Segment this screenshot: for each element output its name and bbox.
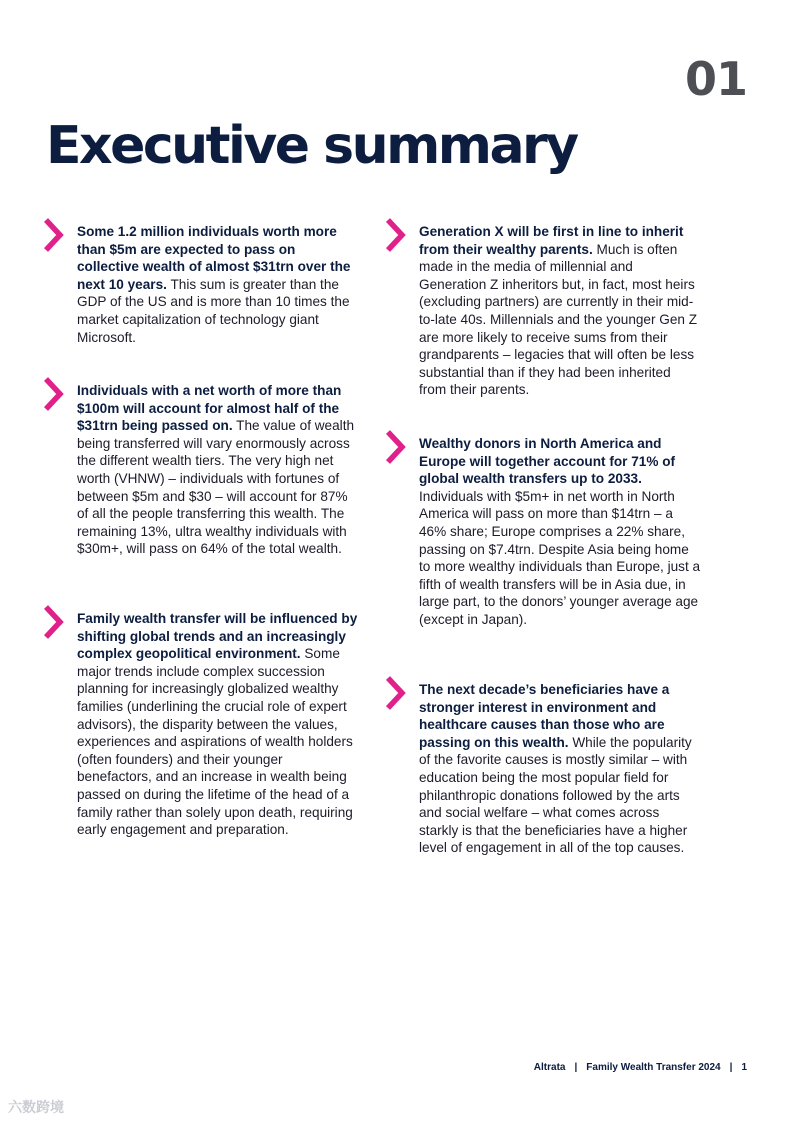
summary-text [77,382,359,558]
summary-lead: Family wealth transfer will be influenced by shifting global trends and an increasingly complex geopolitical environment. [77,611,358,662]
page-title: Executive summary [46,116,577,176]
summary-lead: The next decade’s beneficiaries have a stronger interest in environment and healthcare causes than those who are passing on this wealth. [419,682,670,750]
summary-body: Individuals with $5m+ in net worth in North America will pass on more than $14trn – a 46% share; Europe comprises a 22% share, passing on $7.4trn. Despite Asia being home to more wealthy individuals than Europe, just a fifth of wealth transfers will be in Asia due, in large part, to the donors’ younger average age (except in Japan). [419,488,701,627]
summary-text [77,610,359,839]
summary-lead: Individuals with a net worth of more than $100m will account for almost half of the $31trn being passed on. [77,383,342,434]
summary-lead: Some 1.2 million individuals worth more than $5m are expected to pass on collective wealth of almost $31trn over the next 10 years. [77,224,351,292]
summary-text [419,223,701,399]
summary-text [419,681,701,857]
chevron-right-icon [43,604,65,640]
summary-item-4 [419,223,701,399]
footer-page-number: 1 [741,1062,747,1073]
chevron-right-icon [385,217,407,253]
chevron-right-icon [385,675,407,711]
chapter-number: 01 [684,52,747,106]
chevron-right-icon [385,429,407,465]
watermark: 六数跨境 [8,1099,64,1115]
summary-item-6 [419,681,701,857]
summary-body: Much is often made in the media of millennial and Generation Z inheritors but, in fact, most heirs (excluding partners) are currently in their mid-to-late 40s. Millennials and the younger Gen Z are more likely to receive sums from their grandparents – legacies that will often be less substantial than if they had been inherited from their parents. [419,241,698,398]
summary-lead: Generation X will be first in line to inherit from their wealthy parents. [419,224,684,257]
footer-brand: Altrata [533,1062,566,1073]
chevron-right-icon [43,217,65,253]
summary-lead: Wealthy donors in North America and Europe will together account for 71% of global wealth transfers up to 2033. [419,436,676,487]
summary-item-2 [77,382,359,558]
summary-body: While the popularity of the favorite causes is mostly similar – with education being the most popular field for philanthropic donations followed by the arts and social welfare – what comes across starkly is that the beneficiaries have a higher level of engagement in all of the top causes. [419,734,692,856]
summary-item-5 [419,435,701,629]
summary-text [419,435,701,629]
summary-item-1 [77,223,359,346]
chevron-right-icon [43,376,65,412]
summary-text [77,223,359,346]
summary-body: This sum is greater than the GDP of the US and is more than 10 times the market capitalization of technology giant Microsoft. [77,276,350,345]
footer-report-title: Family Wealth Transfer 2024 [586,1062,721,1073]
summary-body: The value of wealth being transferred will vary enormously across the different wealth tiers. The very high net worth (VHNW) – individuals with fortunes of between $5m and $30 – will account for 87% of all the people transferring this wealth. The remaining 13%, ultra wealthy individuals with $30m+, will pass on 64% of the total wealth. [77,418,355,557]
summary-body: Some major trends include complex succession planning for increasingly globalized wealthy families (underlining the crucial role of expert advisors), the disparity between the values, experiences and aspirations of wealth holders (often founders) and their younger benefactors, and an increase in wealth being passed on during the lifetime of the head of a family rather than solely upon death, requiring early engagement and preparation. [77,646,353,838]
footer-separator: | [574,1062,578,1073]
page-footer [534,1062,747,1073]
footer-separator: | [729,1062,733,1073]
summary-item-3 [77,610,359,839]
